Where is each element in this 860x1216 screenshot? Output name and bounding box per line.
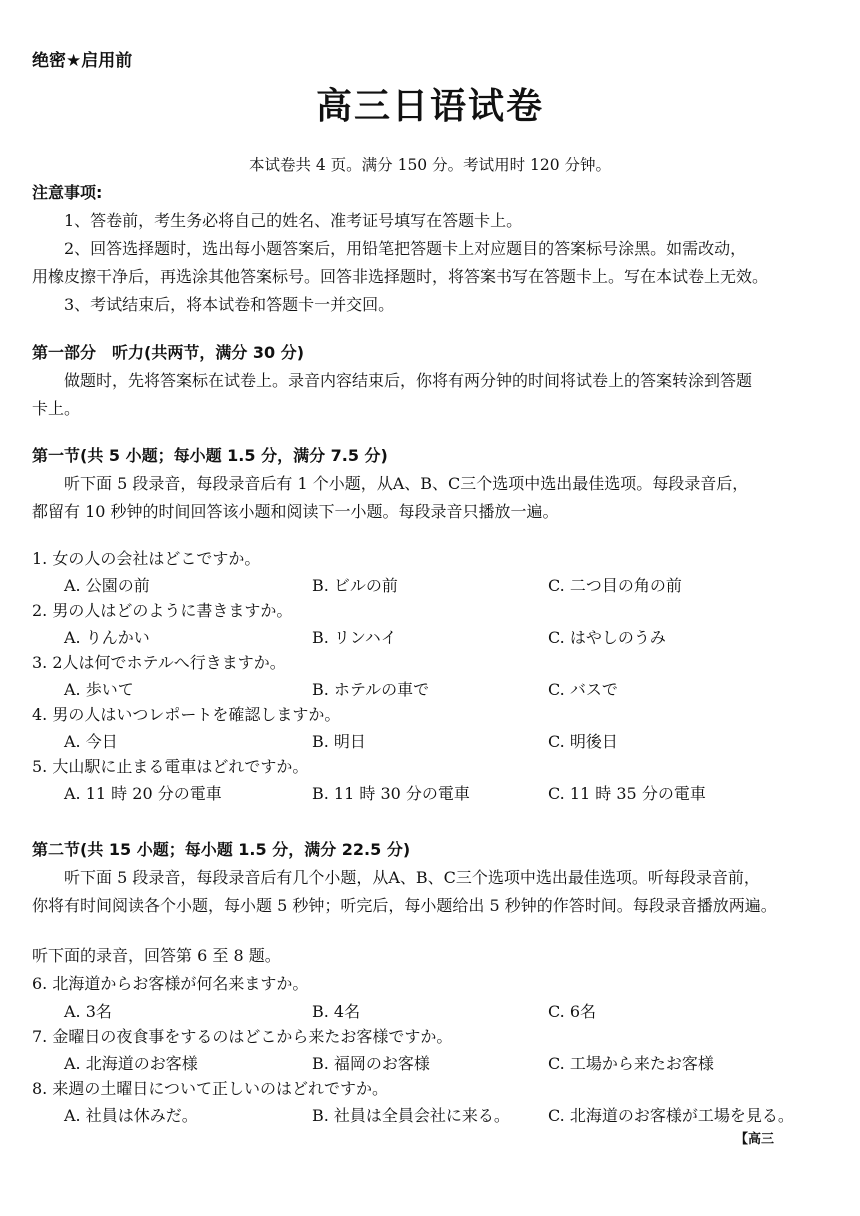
exam-subtitle: 本试卷共 4 页。满分 150 分。考试用时 120 分钟。 (248, 156, 612, 174)
question-5-option-c: C. 11 時 35 分の電車 (548, 784, 706, 803)
question-8-option-c: C. 北海道のお客様が工場を見る。 (548, 1106, 794, 1125)
question-1-option-c: C. 二つ目の角の前 (548, 576, 682, 595)
question-3: 3. 2人は何でホテルへ行きますか。 (32, 653, 286, 672)
note-item: 2、回答选择题时，选出每小题答案后，用铅笔把答题卡上对应题目的答案标号涂黑。如需改动， (64, 239, 747, 258)
question-4-option-c: C. 明後日 (548, 732, 618, 751)
question-4: 4. 男の人はいつレポートを確認しますか。 (32, 705, 341, 724)
question-2: 2. 男の人はどのように書きますか。 (32, 601, 293, 620)
question-7: 7. 金曜日の夜食事をするのはどこから来たお客様ですか。 (32, 1027, 453, 1046)
part1-heading: 第一部分 听力(共两节，满分 30 分) (32, 343, 305, 362)
question-3-option-a: A. 歩いて (64, 680, 134, 699)
note-item: 1、答卷前，考生务必将自己的姓名、准考证号填写在答题卡上。 (64, 211, 523, 230)
section2-instruction: 听下面的录音，回答第 6 至 8 题。 (32, 946, 281, 965)
question-4-option-b: B. 明日 (312, 732, 366, 751)
section1-heading: 第一节(共 5 小题；每小题 1.5 分，满分 7.5 分) (32, 446, 388, 465)
question-6-option-c: C. 6名 (548, 1002, 597, 1021)
part1-intro-line: 卡上。 (32, 399, 81, 418)
question-6: 6. 北海道からお客様が何名来ますか。 (32, 974, 309, 993)
page-title: 高三日语试卷 (315, 86, 544, 127)
section2-intro-line: 你将有时间阅读各个小题，每小题 5 秒钟；听完后，每小题给出 5 秒钟的作答时间。每段录音播放两遍。 (32, 896, 777, 915)
question-1-option-a: A. 公園の前 (64, 576, 150, 595)
question-5-option-b: B. 11 時 30 分の電車 (312, 784, 470, 803)
question-2-option-c: C. はやしのうみ (548, 628, 666, 647)
question-3-option-c: C. バスで (548, 680, 618, 699)
section2-heading: 第二节(共 15 小题；每小题 1.5 分，满分 22.5 分) (32, 840, 411, 859)
question-8: 8. 来週の土曜日について正しいのはどれですか。 (32, 1079, 389, 1098)
question-5-option-a: A. 11 時 20 分の電車 (64, 784, 222, 803)
section1-intro-line: 都留有 10 秒钟的时间回答该小题和阅读下一小题。每段录音只播放一遍。 (32, 502, 559, 521)
notes-heading: 注意事项: (32, 183, 103, 202)
question-1: 1. 女の人の会社はどこですか。 (32, 549, 261, 568)
question-3-option-b: B. ホテルの車で (312, 680, 430, 699)
question-6-option-a: A. 3名 (64, 1002, 112, 1021)
question-2-option-b: B. リンハイ (312, 628, 397, 647)
page-footer-mark: 【高三 (735, 1132, 775, 1147)
question-8-option-b: B. 社員は全員会社に来る。 (312, 1106, 510, 1125)
secret-mark: 绝密★启用前 (32, 51, 133, 71)
question-2-option-a: A. りんかい (64, 628, 150, 647)
section1-intro-line: 听下面 5 段录音，每段录音后有 1 个小题，从A、B、C三个选项中选出最佳选项。每段录音后， (64, 474, 749, 493)
note-item: 3、考试结束后，将本试卷和答题卡一并交回。 (64, 295, 395, 314)
question-7-option-a: A. 北海道のお客様 (64, 1054, 198, 1073)
question-5: 5. 大山駅に止まる電車はどれですか。 (32, 757, 309, 776)
question-4-option-a: A. 今日 (64, 732, 118, 751)
note-item: 用橡皮擦干净后，再选涂其他答案标号。回答非选择题时，将答案书写在答题卡上。写在本试卷上无效。 (32, 267, 769, 286)
part1-intro-line: 做题时，先将答案标在试卷上。录音内容结束后，你将有两分钟的时间将试卷上的答案转涂到答题 (64, 371, 753, 390)
question-6-option-b: B. 4名 (312, 1002, 361, 1021)
question-1-option-b: B. ビルの前 (312, 576, 398, 595)
question-7-option-b: B. 福岡のお客様 (312, 1054, 430, 1073)
question-7-option-c: C. 工場から来たお客様 (548, 1054, 714, 1073)
section2-intro-line: 听下面 5 段录音，每段录音后有几个小题，从A、B、C三个选项中选出最佳选项。听每段录音前， (64, 868, 760, 887)
question-8-option-a: A. 社員は休みだ。 (64, 1106, 198, 1125)
